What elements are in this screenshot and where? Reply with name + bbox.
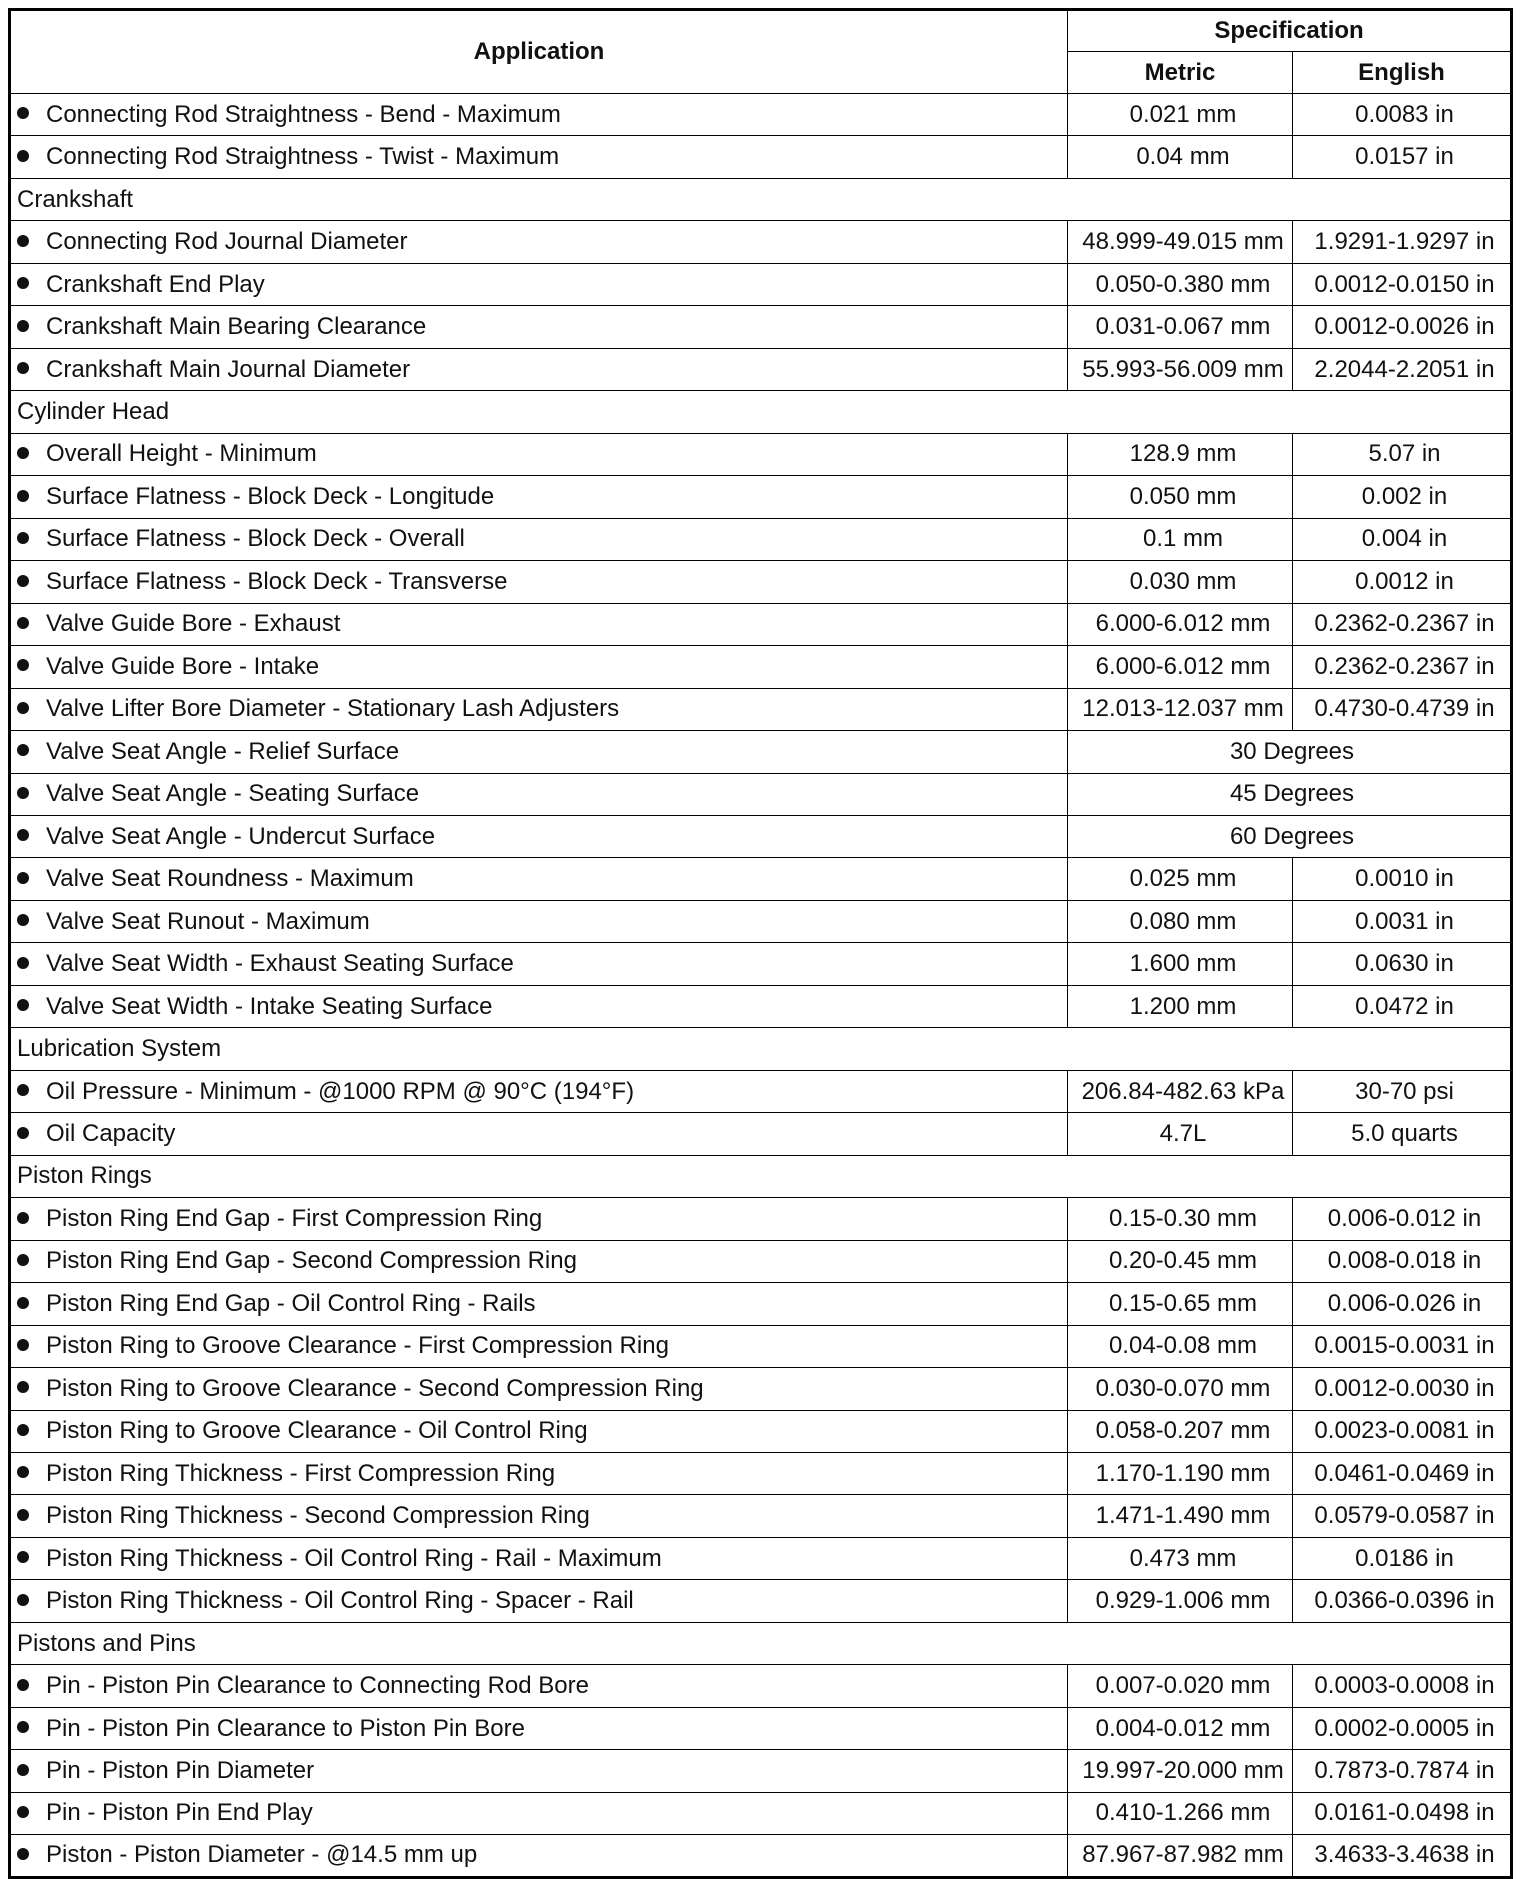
application-cell bbox=[10, 1750, 1068, 1792]
table-row bbox=[10, 943, 1512, 985]
bullet-icon bbox=[17, 617, 29, 629]
bullet-icon bbox=[17, 702, 29, 714]
metric-cell: 0.050 mm bbox=[1068, 476, 1293, 518]
metric-cell: 12.013-12.037 mm bbox=[1068, 688, 1293, 730]
english-cell: 0.008-0.018 in bbox=[1293, 1240, 1512, 1282]
bullet-icon bbox=[17, 1339, 29, 1351]
application-cell bbox=[10, 1792, 1068, 1834]
application-cell bbox=[10, 773, 1068, 815]
application-text: Surface Flatness - Block Deck - Longitude bbox=[46, 482, 495, 510]
application-cell bbox=[10, 858, 1068, 900]
application-text: Oil Pressure - Minimum - @1000 RPM @ 90°C (194°F) bbox=[46, 1077, 635, 1105]
metric-cell: 0.473 mm bbox=[1068, 1537, 1293, 1579]
english-cell: 2.2044-2.2051 in bbox=[1293, 348, 1512, 390]
application-text: Piston Ring to Groove Clearance - Second Compression Ring bbox=[46, 1374, 704, 1402]
metric-cell: 206.84-482.63 kPa bbox=[1068, 1070, 1293, 1112]
application-cell bbox=[10, 603, 1068, 645]
application-cell bbox=[10, 815, 1068, 857]
section-row bbox=[10, 178, 1512, 220]
metric-cell: 6.000-6.012 mm bbox=[1068, 603, 1293, 645]
table-row bbox=[10, 603, 1512, 645]
english-cell: 0.2362-0.2367 in bbox=[1293, 603, 1512, 645]
table-row bbox=[10, 306, 1512, 348]
bullet-icon bbox=[17, 999, 29, 1011]
application-cell bbox=[10, 94, 1068, 136]
spec-cell: 45 Degrees bbox=[1068, 773, 1512, 815]
application-text: Overall Height - Minimum bbox=[46, 440, 317, 468]
bullet-icon bbox=[17, 829, 29, 841]
english-cell: 0.006-0.012 in bbox=[1293, 1198, 1512, 1240]
application-text: Connecting Rod Straightness - Twist - Maximum bbox=[46, 143, 560, 171]
english-cell: 0.0015-0.0031 in bbox=[1293, 1325, 1512, 1367]
section-row bbox=[10, 1622, 1512, 1664]
metric-cell: 0.007-0.020 mm bbox=[1068, 1665, 1293, 1707]
application-text: Valve Seat Angle - Seating Surface bbox=[46, 780, 420, 808]
metric-cell: 4.7L bbox=[1068, 1113, 1293, 1155]
application-cell bbox=[10, 1368, 1068, 1410]
bullet-icon bbox=[17, 1381, 29, 1393]
english-cell: 0.0461-0.0469 in bbox=[1293, 1453, 1512, 1495]
bullet-icon bbox=[17, 1254, 29, 1266]
table-row bbox=[10, 1580, 1512, 1622]
section-title: Pistons and Pins bbox=[10, 1622, 1512, 1664]
english-cell: 0.0186 in bbox=[1293, 1537, 1512, 1579]
table-row bbox=[10, 221, 1512, 263]
application-cell bbox=[10, 1707, 1068, 1749]
english-header: English bbox=[1293, 52, 1512, 94]
table-row bbox=[10, 646, 1512, 688]
section-row bbox=[10, 391, 1512, 433]
metric-cell: 0.058-0.207 mm bbox=[1068, 1410, 1293, 1452]
application-text: Piston Ring to Groove Clearance - First Compression Ring bbox=[46, 1332, 669, 1360]
english-cell: 0.0083 in bbox=[1293, 94, 1512, 136]
metric-cell: 0.080 mm bbox=[1068, 900, 1293, 942]
bullet-icon bbox=[17, 914, 29, 926]
application-cell bbox=[10, 1580, 1068, 1622]
table-row bbox=[10, 688, 1512, 730]
metric-cell: 0.031-0.067 mm bbox=[1068, 306, 1293, 348]
english-cell: 0.0012-0.0150 in bbox=[1293, 263, 1512, 305]
table-row bbox=[10, 1750, 1512, 1792]
metric-cell: 6.000-6.012 mm bbox=[1068, 646, 1293, 688]
application-cell bbox=[10, 1495, 1068, 1537]
application-cell bbox=[10, 1240, 1068, 1282]
metric-cell: 0.021 mm bbox=[1068, 94, 1293, 136]
table-row bbox=[10, 518, 1512, 560]
section-title: Piston Rings bbox=[10, 1155, 1512, 1197]
english-cell: 30-70 psi bbox=[1293, 1070, 1512, 1112]
table-row bbox=[10, 1283, 1512, 1325]
english-cell: 0.0579-0.0587 in bbox=[1293, 1495, 1512, 1537]
metric-cell: 0.929-1.006 mm bbox=[1068, 1580, 1293, 1622]
application-text: Piston Ring Thickness - First Compression Ring bbox=[46, 1459, 556, 1487]
metric-cell: 1.600 mm bbox=[1068, 943, 1293, 985]
application-text: Valve Seat Angle - Undercut Surface bbox=[46, 822, 436, 850]
bullet-icon bbox=[17, 1466, 29, 1478]
bullet-icon bbox=[17, 1551, 29, 1563]
bullet-icon bbox=[17, 744, 29, 756]
bullet-icon bbox=[17, 447, 29, 459]
english-cell: 0.0012-0.0030 in bbox=[1293, 1368, 1512, 1410]
application-cell bbox=[10, 1325, 1068, 1367]
english-cell: 0.0366-0.0396 in bbox=[1293, 1580, 1512, 1622]
table-row bbox=[10, 561, 1512, 603]
application-cell bbox=[10, 136, 1068, 178]
application-cell bbox=[10, 1453, 1068, 1495]
application-cell bbox=[10, 900, 1068, 942]
section-row bbox=[10, 1155, 1512, 1197]
specification-header: Specification bbox=[1068, 10, 1512, 52]
application-cell bbox=[10, 1665, 1068, 1707]
english-cell: 0.0010 in bbox=[1293, 858, 1512, 900]
table-row bbox=[10, 1240, 1512, 1282]
english-cell: 0.006-0.026 in bbox=[1293, 1283, 1512, 1325]
metric-cell: 1.170-1.190 mm bbox=[1068, 1453, 1293, 1495]
table-row bbox=[10, 858, 1512, 900]
bullet-icon bbox=[17, 362, 29, 374]
application-text: Valve Seat Width - Exhaust Seating Surface bbox=[46, 950, 514, 978]
metric-cell: 0.04 mm bbox=[1068, 136, 1293, 178]
table-row bbox=[10, 1113, 1512, 1155]
application-text: Connecting Rod Journal Diameter bbox=[46, 228, 408, 256]
application-text: Piston Ring Thickness - Oil Control Ring - Spacer - Rail bbox=[46, 1587, 634, 1615]
application-cell bbox=[10, 306, 1068, 348]
spec-cell: 30 Degrees bbox=[1068, 731, 1512, 773]
english-cell: 5.07 in bbox=[1293, 433, 1512, 475]
metric-cell: 0.050-0.380 mm bbox=[1068, 263, 1293, 305]
application-header: Application bbox=[10, 10, 1068, 94]
table-row bbox=[10, 1325, 1512, 1367]
metric-header: Metric bbox=[1068, 52, 1293, 94]
application-text: Pin - Piston Pin Clearance to Connecting Rod Bore bbox=[46, 1672, 589, 1700]
application-cell bbox=[10, 688, 1068, 730]
application-text: Piston Ring Thickness - Oil Control Ring - Rail - Maximum bbox=[46, 1544, 662, 1572]
bullet-icon bbox=[17, 1679, 29, 1691]
application-text: Connecting Rod Straightness - Bend - Maximum bbox=[46, 100, 561, 128]
application-text: Pin - Piston Pin Clearance to Piston Pin Bore bbox=[46, 1714, 525, 1742]
application-text: Valve Seat Width - Intake Seating Surface bbox=[46, 992, 493, 1020]
table-row bbox=[10, 136, 1512, 178]
metric-cell: 128.9 mm bbox=[1068, 433, 1293, 475]
application-text: Pin - Piston Pin End Play bbox=[46, 1799, 313, 1827]
section-title: Crankshaft bbox=[10, 178, 1512, 220]
bullet-icon bbox=[17, 1848, 29, 1860]
bullet-icon bbox=[17, 1212, 29, 1224]
english-cell: 3.4633-3.4638 in bbox=[1293, 1835, 1512, 1877]
metric-cell: 0.1 mm bbox=[1068, 518, 1293, 560]
english-cell: 0.0031 in bbox=[1293, 900, 1512, 942]
application-text: Valve Guide Bore - Intake bbox=[46, 652, 320, 680]
english-cell: 0.0012 in bbox=[1293, 561, 1512, 603]
bullet-icon bbox=[17, 957, 29, 969]
metric-cell: 48.999-49.015 mm bbox=[1068, 221, 1293, 263]
application-cell bbox=[10, 1835, 1068, 1877]
english-cell: 0.0002-0.0005 in bbox=[1293, 1707, 1512, 1749]
spec-cell: 60 Degrees bbox=[1068, 815, 1512, 857]
bullet-icon bbox=[17, 872, 29, 884]
application-cell bbox=[10, 731, 1068, 773]
section-title: Cylinder Head bbox=[10, 391, 1512, 433]
english-cell: 0.0161-0.0498 in bbox=[1293, 1792, 1512, 1834]
table-row bbox=[10, 773, 1512, 815]
bullet-icon bbox=[17, 1127, 29, 1139]
table-row bbox=[10, 1070, 1512, 1112]
application-cell bbox=[10, 348, 1068, 390]
english-cell: 0.0003-0.0008 in bbox=[1293, 1665, 1512, 1707]
application-cell bbox=[10, 1283, 1068, 1325]
bullet-icon bbox=[17, 1297, 29, 1309]
application-cell bbox=[10, 263, 1068, 305]
table-row bbox=[10, 985, 1512, 1027]
application-text: Surface Flatness - Block Deck - Overall bbox=[46, 525, 465, 553]
bullet-icon bbox=[17, 575, 29, 587]
table-row bbox=[10, 815, 1512, 857]
application-text: Valve Seat Runout - Maximum bbox=[46, 907, 370, 935]
english-cell: 0.0023-0.0081 in bbox=[1293, 1410, 1512, 1452]
application-text: Crankshaft Main Journal Diameter bbox=[46, 355, 411, 383]
bullet-icon bbox=[17, 1424, 29, 1436]
table-row bbox=[10, 263, 1512, 305]
table-row bbox=[10, 433, 1512, 475]
application-cell bbox=[10, 561, 1068, 603]
specification-table bbox=[8, 8, 1513, 1879]
metric-cell: 87.967-87.982 mm bbox=[1068, 1835, 1293, 1877]
bullet-icon bbox=[17, 787, 29, 799]
bullet-icon bbox=[17, 150, 29, 162]
application-text: Piston Ring to Groove Clearance - Oil Control Ring bbox=[46, 1417, 588, 1445]
english-cell: 0.7873-0.7874 in bbox=[1293, 1750, 1512, 1792]
application-cell bbox=[10, 1070, 1068, 1112]
table-body bbox=[10, 94, 1512, 1878]
english-cell: 0.0157 in bbox=[1293, 136, 1512, 178]
table-row bbox=[10, 348, 1512, 390]
application-cell bbox=[10, 1410, 1068, 1452]
table-row bbox=[10, 731, 1512, 773]
english-cell: 0.0012-0.0026 in bbox=[1293, 306, 1512, 348]
metric-cell: 0.04-0.08 mm bbox=[1068, 1325, 1293, 1367]
bullet-icon bbox=[17, 1721, 29, 1733]
application-cell bbox=[10, 476, 1068, 518]
application-text: Surface Flatness - Block Deck - Transverse bbox=[46, 567, 508, 595]
bullet-icon bbox=[17, 107, 29, 119]
application-cell bbox=[10, 943, 1068, 985]
metric-cell: 0.030 mm bbox=[1068, 561, 1293, 603]
bullet-icon bbox=[17, 1806, 29, 1818]
english-cell: 0.002 in bbox=[1293, 476, 1512, 518]
metric-cell: 0.004-0.012 mm bbox=[1068, 1707, 1293, 1749]
application-cell bbox=[10, 518, 1068, 560]
metric-cell: 0.410-1.266 mm bbox=[1068, 1792, 1293, 1834]
bullet-icon bbox=[17, 659, 29, 671]
metric-cell: 55.993-56.009 mm bbox=[1068, 348, 1293, 390]
metric-cell: 1.471-1.490 mm bbox=[1068, 1495, 1293, 1537]
application-text: Piston Ring End Gap - First Compression Ring bbox=[46, 1204, 543, 1232]
table-row bbox=[10, 1707, 1512, 1749]
application-text: Valve Seat Roundness - Maximum bbox=[46, 865, 414, 893]
table-row bbox=[10, 900, 1512, 942]
application-text: Piston Ring End Gap - Oil Control Ring - Rails bbox=[46, 1289, 536, 1317]
english-cell: 0.2362-0.2367 in bbox=[1293, 646, 1512, 688]
english-cell: 5.0 quarts bbox=[1293, 1113, 1512, 1155]
table-row bbox=[10, 1410, 1512, 1452]
metric-cell: 1.200 mm bbox=[1068, 985, 1293, 1027]
bullet-icon bbox=[17, 1764, 29, 1776]
english-cell: 1.9291-1.9297 in bbox=[1293, 221, 1512, 263]
bullet-icon bbox=[17, 320, 29, 332]
english-cell: 0.0472 in bbox=[1293, 985, 1512, 1027]
bullet-icon bbox=[17, 1084, 29, 1096]
application-text: Piston Ring Thickness - Second Compression Ring bbox=[46, 1502, 590, 1530]
metric-cell: 0.025 mm bbox=[1068, 858, 1293, 900]
application-cell bbox=[10, 1198, 1068, 1240]
application-cell bbox=[10, 646, 1068, 688]
section-title: Lubrication System bbox=[10, 1028, 1512, 1070]
table-row bbox=[10, 1495, 1512, 1537]
bullet-icon bbox=[17, 1594, 29, 1606]
english-cell: 0.004 in bbox=[1293, 518, 1512, 560]
metric-cell: 0.030-0.070 mm bbox=[1068, 1368, 1293, 1410]
bullet-icon bbox=[17, 235, 29, 247]
application-text: Oil Capacity bbox=[46, 1119, 176, 1147]
table-row bbox=[10, 1835, 1512, 1877]
application-cell bbox=[10, 1537, 1068, 1579]
application-text: Valve Guide Bore - Exhaust bbox=[46, 610, 341, 638]
application-cell bbox=[10, 221, 1068, 263]
bullet-icon bbox=[17, 490, 29, 502]
table-row bbox=[10, 1198, 1512, 1240]
metric-cell: 0.15-0.65 mm bbox=[1068, 1283, 1293, 1325]
application-text: Crankshaft Main Bearing Clearance bbox=[46, 313, 427, 341]
bullet-icon bbox=[17, 532, 29, 544]
table-row bbox=[10, 476, 1512, 518]
table-row bbox=[10, 1665, 1512, 1707]
table-row bbox=[10, 1792, 1512, 1834]
english-cell: 0.0630 in bbox=[1293, 943, 1512, 985]
application-text: Valve Lifter Bore Diameter - Stationary Lash Adjusters bbox=[46, 695, 620, 723]
metric-cell: 0.20-0.45 mm bbox=[1068, 1240, 1293, 1282]
section-row bbox=[10, 1028, 1512, 1070]
bullet-icon bbox=[17, 1509, 29, 1521]
application-cell bbox=[10, 433, 1068, 475]
application-cell bbox=[10, 1113, 1068, 1155]
application-text: Piston - Piston Diameter - @14.5 mm up bbox=[46, 1841, 478, 1869]
table-header bbox=[10, 10, 1512, 94]
english-cell: 0.4730-0.4739 in bbox=[1293, 688, 1512, 730]
bullet-icon bbox=[17, 277, 29, 289]
table-row bbox=[10, 1368, 1512, 1410]
table-row bbox=[10, 1537, 1512, 1579]
application-text: Crankshaft End Play bbox=[46, 270, 265, 298]
application-text: Valve Seat Angle - Relief Surface bbox=[46, 737, 400, 765]
metric-cell: 19.997-20.000 mm bbox=[1068, 1750, 1293, 1792]
application-text: Pin - Piston Pin Diameter bbox=[46, 1757, 315, 1785]
metric-cell: 0.15-0.30 mm bbox=[1068, 1198, 1293, 1240]
application-text: Piston Ring End Gap - Second Compression Ring bbox=[46, 1247, 577, 1275]
table-row bbox=[10, 94, 1512, 136]
table-row bbox=[10, 1453, 1512, 1495]
application-cell bbox=[10, 985, 1068, 1027]
